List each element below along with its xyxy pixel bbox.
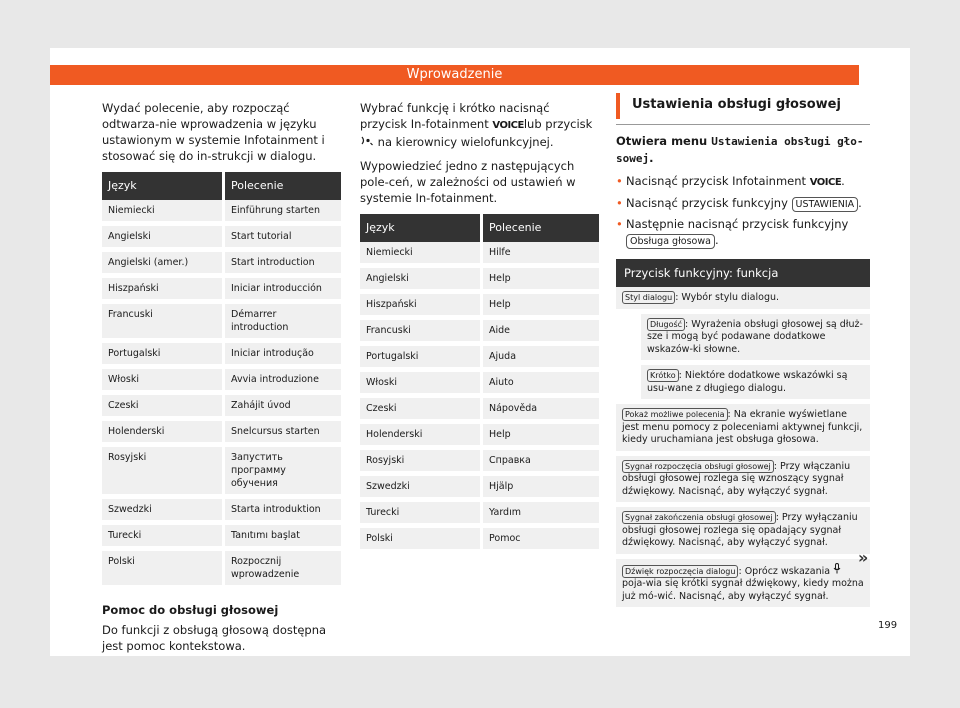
cell-command: Tanıtımı başlat <box>225 525 341 551</box>
choose-command-paragraph: Wypowiedzieć jedno z następujących pole-ceń, w zależności od ustawień w systemie In-fotainment. <box>360 159 576 205</box>
voice-control-key: Obsługa głosowa <box>626 234 715 249</box>
cell-language: Holenderski <box>102 421 225 447</box>
table-row <box>102 343 341 369</box>
cell-command: Help <box>483 294 599 320</box>
cell-language: Rosyjski <box>102 447 225 499</box>
cell-command: Iniciar introducción <box>225 278 341 304</box>
cell-command: Rozpocznij wprowadzenie <box>225 551 341 590</box>
cell-language: Czeski <box>102 395 225 421</box>
cell-command: Démarrer introduction <box>225 304 341 343</box>
cell-language: Polski <box>102 551 225 590</box>
table-row <box>360 242 599 268</box>
cell-command: Pomoc <box>483 528 599 554</box>
cell-language: Hiszpański <box>360 294 483 320</box>
cell-command: Aide <box>483 320 599 346</box>
cell-command: Запустить программу обучения <box>225 447 341 499</box>
table-header-command: Polecenie <box>225 172 341 200</box>
help-title: Pomoc do obsługi głosowej <box>102 603 279 617</box>
function-key-box <box>616 259 870 612</box>
function-row-end-signal: Sygnał zakończenia obsługi głosowej : Przy wyłączaniu obsługi głosowej rozlega się opadający sygnał dźwiękowy. Nacisnąć, aby wyłączyć sygnał. <box>616 507 870 559</box>
column-2 <box>360 100 599 554</box>
section-title: Ustawienia obsługi głosowej <box>616 93 870 119</box>
table-row <box>102 447 341 499</box>
column-3 <box>616 93 870 612</box>
cell-language: Rosyjski <box>360 450 483 476</box>
function-row-dialog-style: Styl dialogu : Wybór stylu dialogu. <box>616 287 870 314</box>
table-header-language: Język <box>102 172 225 200</box>
table-row <box>102 304 341 343</box>
function-row-start-signal: Sygnał rozpoczęcia obsługi głosowej : Przy włączaniu obsługi głosowej rozlega się wznoszący sygnał dźwiękowy. Nacisnąć, aby wyłączyć sygnał. <box>616 456 870 508</box>
cell-language: Turecki <box>360 502 483 528</box>
table-header-command: Polecenie <box>483 214 599 242</box>
page-header: Wprowadzenie <box>50 65 859 85</box>
table-row <box>360 268 599 294</box>
cell-command: Hilfe <box>483 242 599 268</box>
table-row <box>102 421 341 447</box>
continue-mark: » <box>858 548 869 567</box>
cell-language: Polski <box>360 528 483 554</box>
table-row <box>102 369 341 395</box>
table-row <box>360 372 599 398</box>
table-row <box>360 450 599 476</box>
table-row <box>360 346 599 372</box>
function-row-show-commands: Pokaż możliwe polecenia : Na ekranie wyświetlane jest menu pomocy z poleceniami aktywnej funkcji, kiedy uruchamiana jest obsługa głosowa. <box>616 404 870 456</box>
cell-command: Ajuda <box>483 346 599 372</box>
cell-command: Aiuto <box>483 372 599 398</box>
cell-language: Angielski <box>360 268 483 294</box>
table-row <box>360 320 599 346</box>
intro-command-table <box>102 172 341 590</box>
voice-key-label: VOICE <box>492 120 524 131</box>
cell-language: Czeski <box>360 398 483 424</box>
function-row-long: Długość : Wyrażenia obsługi głosowej są dłuż-sze i mogą być podawane dodatkowe wskazów-ki słowne. <box>638 314 870 366</box>
table-row <box>102 226 341 252</box>
table-row <box>102 200 341 226</box>
cell-language: Turecki <box>102 525 225 551</box>
cell-language: Włoski <box>102 369 225 395</box>
cell-command: Hjälp <box>483 476 599 502</box>
cell-command: Start introduction <box>225 252 341 278</box>
cell-language: Szwedzki <box>360 476 483 502</box>
cell-language: Angielski <box>102 226 225 252</box>
cell-language: Francuski <box>102 304 225 343</box>
cell-language: Portugalski <box>102 343 225 369</box>
cell-language: Portugalski <box>360 346 483 372</box>
voice-key-label: VOICE <box>809 177 842 188</box>
cell-language: Niemiecki <box>102 200 225 226</box>
cell-command: Nápověda <box>483 398 599 424</box>
column-1 <box>102 100 341 662</box>
cell-command: Help <box>483 268 599 294</box>
cell-language: Angielski (amer.) <box>102 252 225 278</box>
cell-language: Szwedzki <box>102 499 225 525</box>
table-row <box>102 551 341 590</box>
cell-command: Starta introduktion <box>225 499 341 525</box>
cell-command: Snelcursus starten <box>225 421 341 447</box>
cell-command: Avvia introduzione <box>225 369 341 395</box>
microphone-icon <box>833 563 841 574</box>
intro-paragraph: Wydać polecenie, aby rozpocząć odtwarza-nie wprowadzenia w języku ustawionym w systemie Infotainment i stosować się do in-strukcji w dialogu. <box>102 101 325 163</box>
table-row <box>102 499 341 525</box>
step-3: • Następnie nacisnąć przycisk funkcyjny Obsługa głosowa . <box>616 216 870 249</box>
table-row <box>360 424 599 450</box>
menu-name: Ustawienia obsługi gło-sowej <box>616 135 864 165</box>
cell-command: Start tutorial <box>225 226 341 252</box>
cell-language: Niemiecki <box>360 242 483 268</box>
table-row <box>360 528 599 554</box>
page-number: 199 <box>878 620 898 631</box>
settings-key: USTAWIENIA <box>792 197 859 212</box>
voice-steering-icon <box>360 135 374 146</box>
table-row <box>102 278 341 304</box>
cell-command: Iniciar introdução <box>225 343 341 369</box>
table-row <box>360 476 599 502</box>
table-row <box>360 398 599 424</box>
function-row-short: Krótko : Niektóre dodatkowe wskazówki są usu-wane z długiego dialogu. <box>638 365 870 404</box>
cell-command: Zahájit úvod <box>225 395 341 421</box>
help-command-table <box>360 214 599 554</box>
table-row <box>360 294 599 320</box>
cell-command: Help <box>483 424 599 450</box>
cell-command: Yardım <box>483 502 599 528</box>
cell-language: Hiszpański <box>102 278 225 304</box>
step-1: • Nacisnąć przycisk Infotainment VOICE. <box>616 173 870 191</box>
cell-command: Einführung starten <box>225 200 341 226</box>
table-row <box>360 502 599 528</box>
cell-language: Włoski <box>360 372 483 398</box>
open-menu-line: Otwiera menu Ustawienia obsługi gło-sowej. <box>616 134 864 165</box>
cell-language: Francuski <box>360 320 483 346</box>
function-box-title: Przycisk funkcyjny: funkcja <box>616 259 870 287</box>
cell-command: Справка <box>483 450 599 476</box>
step-2: • Nacisnąć przycisk funkcyjny USTAWIENIA . <box>616 195 870 212</box>
cell-language: Holenderski <box>360 424 483 450</box>
function-row-dialog-sound: Dźwięk rozpoczęcia dialogu : Oprócz wskazania poja-wia się krótki sygnał dźwiękowy, kiedy można już mó-wić. Nacisnąć, aby wyłączyć sygnał. <box>616 559 870 613</box>
table-header-language: Język <box>360 214 483 242</box>
table-row <box>102 525 341 551</box>
table-row <box>102 252 341 278</box>
table-row <box>102 395 341 421</box>
function-paragraph: Wybrać funkcję i krótko nacisnąć przycisk In-fotainment VOICElub przycisk na kierownicy wielofunkcyjnej. <box>360 101 593 149</box>
help-text: Do funkcji z obsługą głosową dostępna jest pomoc kontekstowa. <box>102 623 327 653</box>
